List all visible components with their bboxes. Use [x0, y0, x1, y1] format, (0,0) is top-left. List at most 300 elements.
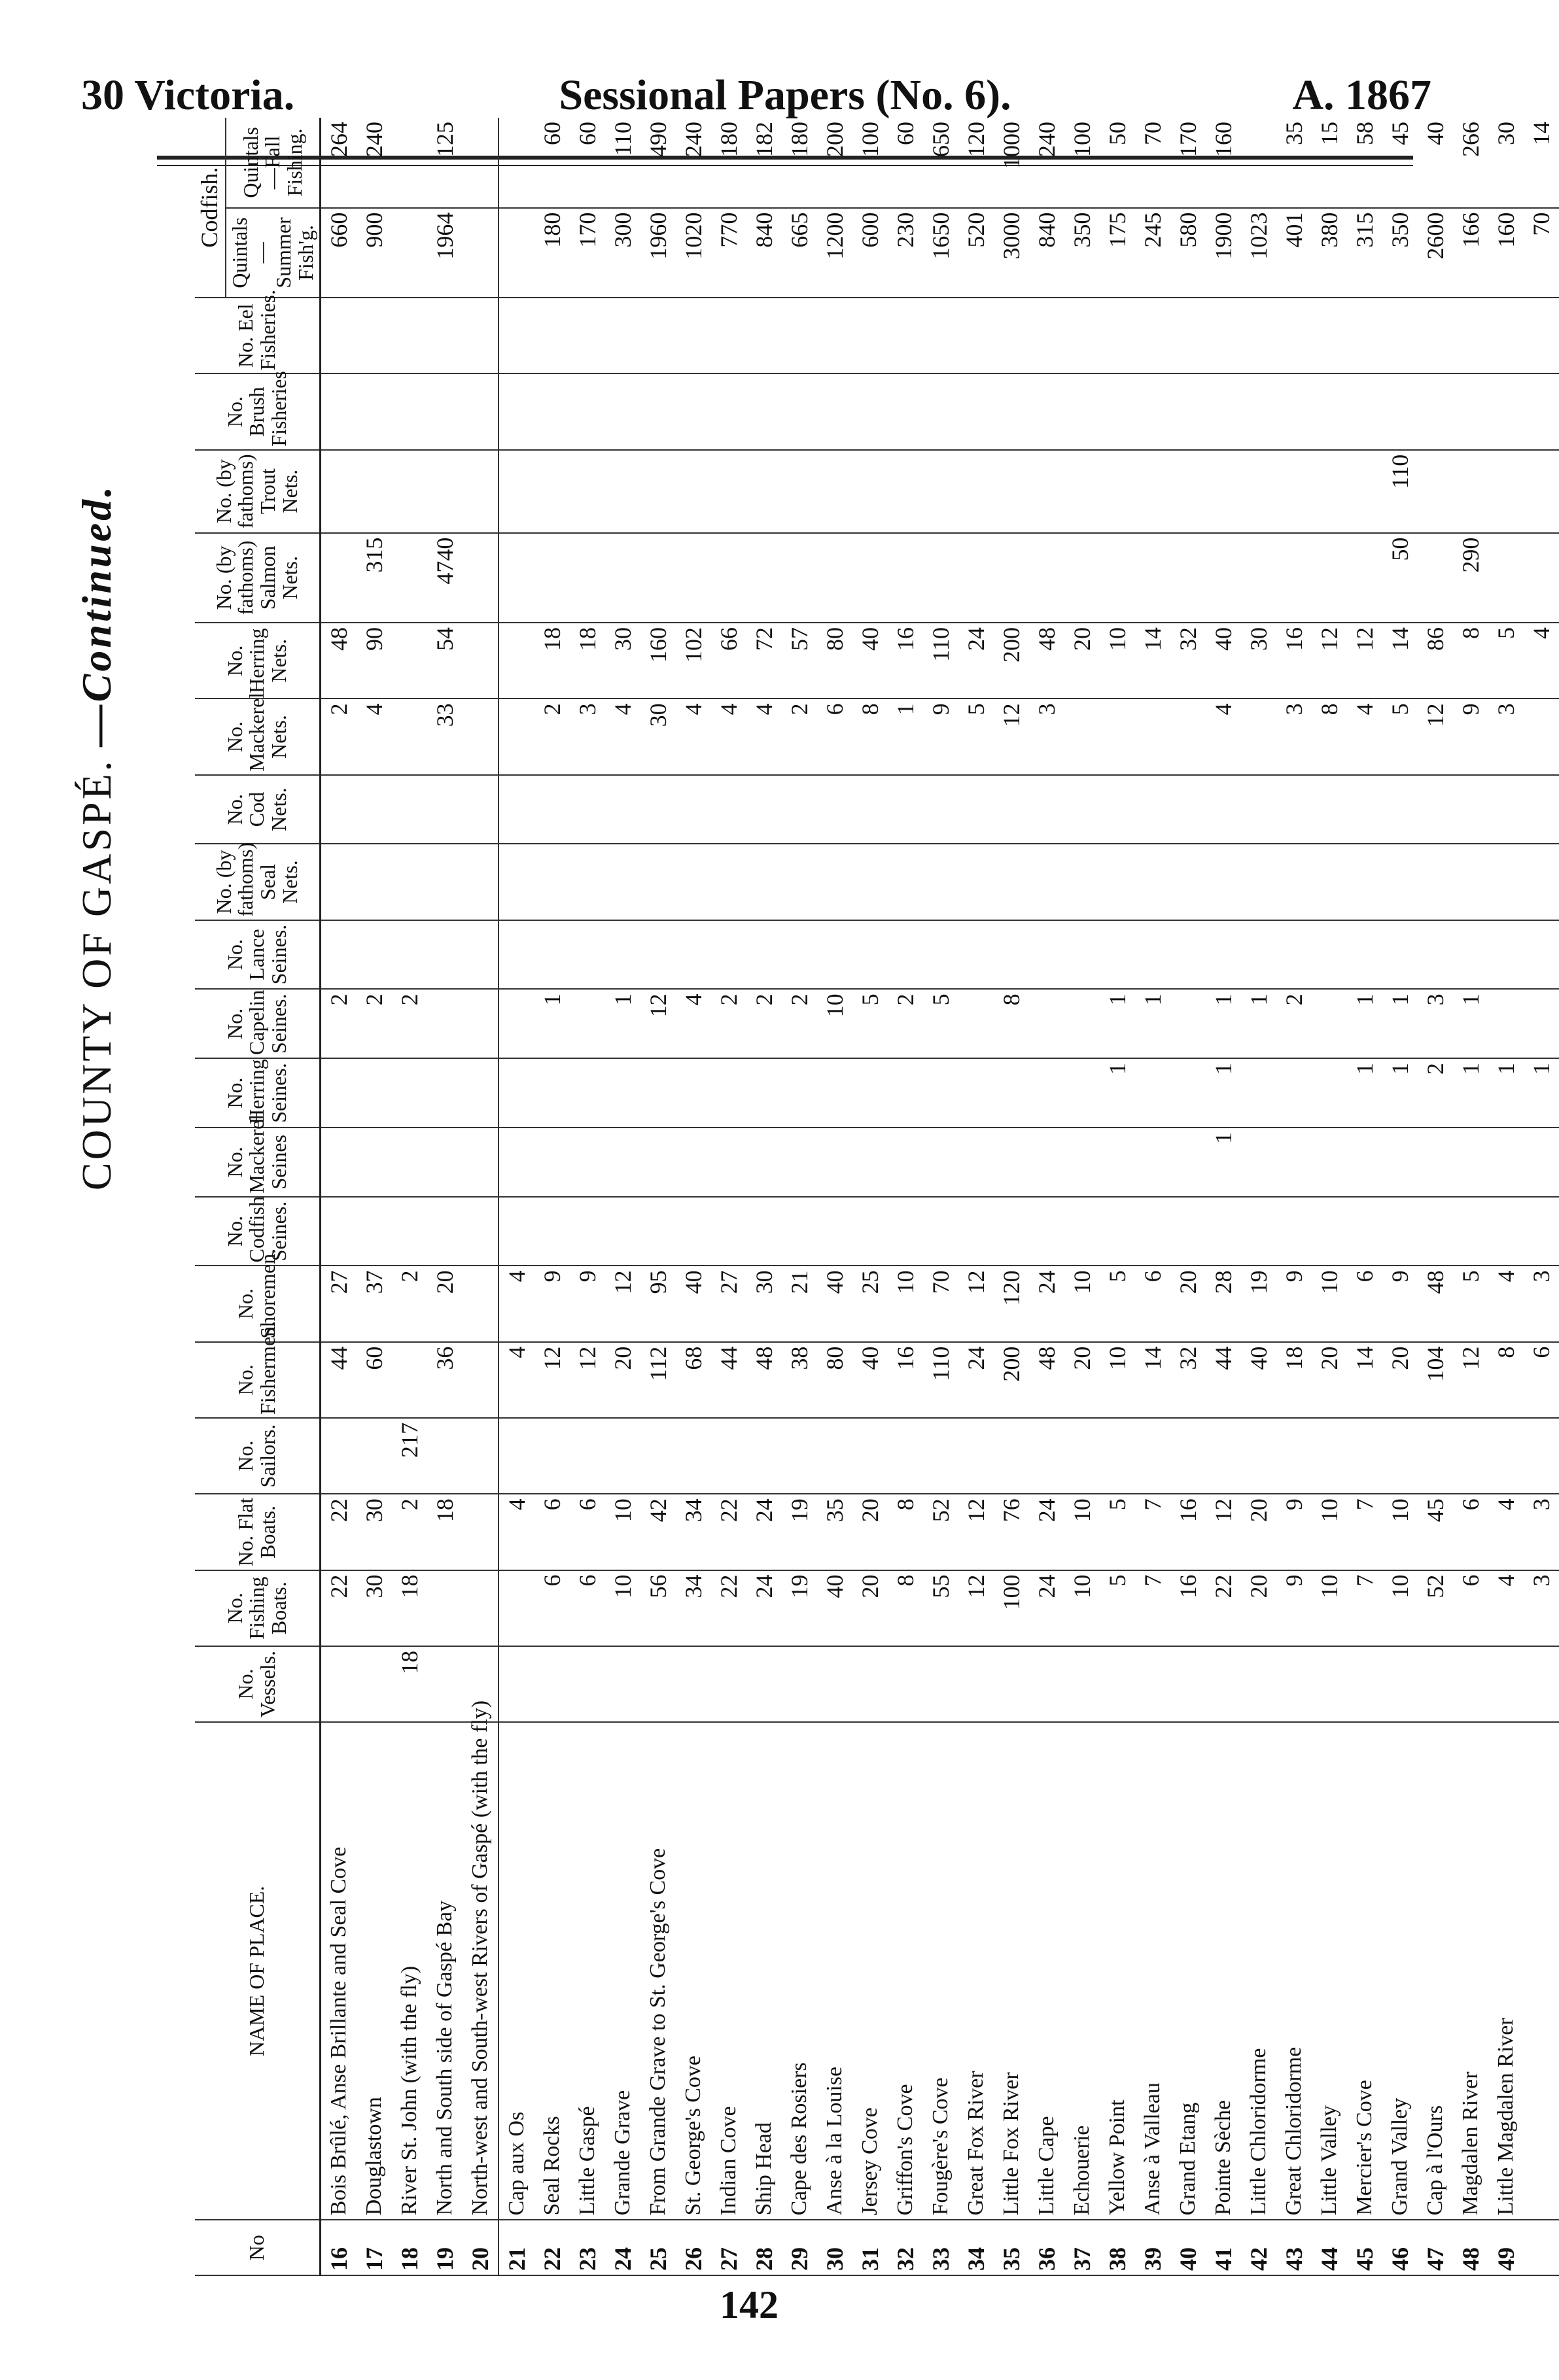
cell-value: 68	[676, 1342, 711, 1418]
cell-value: 10	[1312, 1266, 1347, 1341]
cell-value	[746, 775, 782, 844]
cell-value: 6	[570, 1494, 605, 1570]
cell-value	[1276, 920, 1312, 990]
cell-value	[958, 1197, 994, 1266]
cell-value	[746, 1058, 782, 1128]
cell-value: 48	[1029, 623, 1064, 698]
cell-value	[1312, 844, 1347, 920]
cell-value: 240	[1029, 118, 1064, 208]
row-number: 23	[570, 2220, 605, 2275]
cell-value: 4	[746, 698, 782, 774]
table-row	[888, 118, 923, 2275]
cell-value: 45	[1382, 118, 1418, 208]
cell-value	[888, 533, 923, 623]
table-row	[1312, 118, 1347, 2275]
cell-value	[1241, 118, 1276, 208]
cell-value	[605, 373, 640, 449]
cell-value	[1170, 1646, 1206, 1722]
cell-value: 8	[888, 1494, 923, 1570]
cell-value	[357, 844, 392, 920]
cell-value	[1064, 844, 1100, 920]
cell-value	[463, 1197, 499, 1266]
cell-value: 4	[1206, 698, 1241, 774]
cell-value: 32	[1170, 623, 1206, 698]
column-header: No. Flat Boats.	[195, 1494, 321, 1570]
cell-value: 20	[1170, 1266, 1206, 1341]
cell-value	[534, 1646, 570, 1722]
cell-value: 9	[923, 698, 958, 774]
cell-value	[1488, 775, 1524, 844]
table-row	[1453, 118, 1488, 2275]
cell-value	[1382, 775, 1418, 844]
cell-value: 10	[1100, 1342, 1135, 1418]
place-name: Fougère's Cove	[923, 1722, 958, 2220]
cell-value: 18	[570, 623, 605, 698]
cell-value: 350	[1382, 208, 1418, 298]
cell-value	[1135, 844, 1170, 920]
row-number: 19	[427, 2220, 463, 2275]
county-title-continued: —Continued.	[73, 483, 120, 747]
cell-value	[711, 844, 746, 920]
cell-value: 10	[888, 1266, 923, 1341]
cell-value	[1241, 298, 1276, 373]
cell-value	[888, 373, 923, 449]
cell-value: 1	[1382, 989, 1418, 1058]
cell-value	[1206, 1646, 1241, 1722]
cell-value: 9	[1382, 1266, 1418, 1341]
cell-value	[782, 373, 817, 449]
cell-value	[605, 533, 640, 623]
table-row	[499, 118, 534, 2275]
cell-value: 2	[392, 1494, 427, 1570]
cell-value	[570, 989, 605, 1058]
cell-value	[1453, 1197, 1488, 1266]
cell-value	[1453, 844, 1488, 920]
cell-value: 24	[958, 623, 994, 698]
place-name: Echouerie	[1064, 1722, 1100, 2220]
cell-value	[1453, 450, 1488, 533]
cell-value	[1453, 775, 1488, 844]
cell-value: 4	[1488, 1266, 1524, 1341]
cell-value	[1382, 373, 1418, 449]
cell-value	[499, 1197, 534, 1266]
cell-value	[1064, 1128, 1100, 1197]
cell-value	[1347, 844, 1382, 920]
cell-value: 24	[958, 1342, 994, 1418]
cell-value	[923, 298, 958, 373]
cell-value	[711, 450, 746, 533]
cell-value	[1347, 533, 1382, 623]
place-name: Bois Brûlé, Anse Brillante and Seal Cove	[321, 1722, 357, 2220]
column-header: No. Brush Fisheries	[195, 373, 321, 449]
cell-value	[1241, 533, 1276, 623]
cell-value: 21	[782, 1266, 817, 1341]
cell-value	[1135, 450, 1170, 533]
cell-value	[427, 844, 463, 920]
cell-value	[534, 298, 570, 373]
table-row	[321, 118, 357, 2275]
cell-value	[1100, 1197, 1135, 1266]
cell-value	[463, 533, 499, 623]
cell-value: 12	[570, 1342, 605, 1418]
row-number: 37	[1064, 2220, 1100, 2275]
cell-value	[534, 920, 570, 990]
cell-value	[463, 844, 499, 920]
cell-value: 2	[321, 989, 357, 1058]
cell-value: 58	[1347, 118, 1382, 208]
column-header: Quintals—Fall Fishing.	[226, 118, 321, 208]
cell-value	[570, 775, 605, 844]
table-row	[782, 118, 817, 2275]
cell-value	[711, 1058, 746, 1128]
cell-value	[1100, 1418, 1135, 1494]
place-name: Little Valley	[1312, 1722, 1347, 2220]
cell-value: 4	[1488, 1570, 1524, 1646]
cell-value: 5	[958, 698, 994, 774]
cell-value: 86	[1418, 623, 1453, 698]
cell-value	[1312, 373, 1347, 449]
cell-value	[392, 698, 427, 774]
place-name: Anse à Valleau	[1135, 1722, 1170, 2220]
cell-value	[640, 298, 676, 373]
row-number: 38	[1100, 2220, 1135, 2275]
cell-value	[1488, 1646, 1524, 1722]
cell-value	[888, 1646, 923, 1722]
cell-value	[534, 373, 570, 449]
cell-value	[1488, 533, 1524, 623]
cell-value: 30	[357, 1494, 392, 1570]
cell-value	[1347, 373, 1382, 449]
cell-value	[923, 920, 958, 990]
cell-value	[321, 1058, 357, 1128]
cell-value	[676, 920, 711, 990]
column-header: No. Capelin Seines.	[195, 989, 321, 1058]
cell-value	[570, 1058, 605, 1128]
cell-value: 4	[1488, 1494, 1524, 1570]
row-number: 41	[1206, 2220, 1241, 2275]
cell-value	[1241, 775, 1276, 844]
cell-value	[852, 920, 888, 990]
cell-value	[427, 1646, 463, 1722]
cell-value: 6	[1453, 1570, 1488, 1646]
cell-value	[357, 775, 392, 844]
cell-value: 1023	[1241, 208, 1276, 298]
cell-value	[1382, 920, 1418, 990]
table-row	[923, 118, 958, 2275]
place-name: Seal Rocks	[534, 1722, 570, 2220]
cell-value	[1453, 1128, 1488, 1197]
cell-value	[1241, 1646, 1276, 1722]
cell-value	[1100, 1128, 1135, 1197]
cell-value: 9	[570, 1266, 605, 1341]
cell-value: 315	[1347, 208, 1382, 298]
cell-value: 6	[1453, 1494, 1488, 1570]
cell-value	[1347, 1418, 1382, 1494]
cell-value: 10	[1382, 1570, 1418, 1646]
cell-value: 28	[1206, 1266, 1241, 1341]
cell-value	[1029, 844, 1064, 920]
column-header: No. Lance Seines.	[195, 920, 321, 990]
cell-value: 18	[392, 1646, 427, 1722]
cell-value	[711, 1646, 746, 1722]
cell-value	[321, 920, 357, 990]
cell-value: 12	[640, 989, 676, 1058]
cell-value: 5	[1100, 1266, 1135, 1341]
cell-value	[1100, 844, 1135, 920]
cell-value	[605, 775, 640, 844]
table-row	[1135, 118, 1170, 2275]
cell-value	[1170, 920, 1206, 990]
cell-value	[923, 1197, 958, 1266]
cell-value	[534, 533, 570, 623]
cell-value	[1488, 373, 1524, 449]
cell-value: 1960	[640, 208, 676, 298]
cell-value: 36	[427, 1342, 463, 1418]
cell-value	[1135, 1418, 1170, 1494]
cell-value: 2	[782, 989, 817, 1058]
cell-value	[321, 844, 357, 920]
cell-value	[499, 450, 534, 533]
cell-value: 56	[640, 1570, 676, 1646]
place-name: Little Gaspé	[570, 1722, 605, 2220]
cell-value	[1488, 450, 1524, 533]
cell-value	[1100, 373, 1135, 449]
row-number: 45	[1347, 2220, 1382, 2275]
cell-value	[711, 533, 746, 623]
cell-value: 4	[1524, 623, 1559, 698]
cell-value	[676, 450, 711, 533]
cell-value	[1524, 1197, 1559, 1266]
cell-value	[1488, 298, 1524, 373]
cell-value	[711, 920, 746, 990]
cell-value	[1029, 450, 1064, 533]
cell-value	[852, 844, 888, 920]
cell-value	[534, 775, 570, 844]
cell-value	[711, 298, 746, 373]
cell-value	[392, 1342, 427, 1418]
cell-value	[1524, 373, 1559, 449]
cell-value: 8	[888, 1570, 923, 1646]
cell-value	[1135, 1197, 1170, 1266]
cell-value: 1650	[923, 208, 958, 298]
cell-value: 4	[357, 698, 392, 774]
table-body	[321, 118, 1559, 2275]
cell-value: 100	[1064, 118, 1100, 208]
table-row	[357, 118, 392, 2275]
cell-value: 315	[357, 533, 392, 623]
cell-value: 6	[1524, 1342, 1559, 1418]
cell-value	[852, 1128, 888, 1197]
cell-value: 40	[1206, 623, 1241, 698]
cell-value: 160	[640, 623, 676, 698]
cell-value	[888, 1197, 923, 1266]
cell-value: 170	[570, 208, 605, 298]
cell-value	[1170, 298, 1206, 373]
cell-value	[817, 533, 852, 623]
cell-value	[1312, 1058, 1347, 1128]
place-name: Great Chloridorme	[1276, 1722, 1312, 2220]
cell-value	[1276, 1197, 1312, 1266]
cell-value: 120	[958, 118, 994, 208]
cell-value: 27	[321, 1266, 357, 1341]
cell-value: 200	[817, 118, 852, 208]
cell-value	[888, 1128, 923, 1197]
cell-value	[1029, 533, 1064, 623]
cell-value: 90	[357, 623, 392, 698]
cell-value: 650	[923, 118, 958, 208]
cell-value: 175	[1100, 208, 1135, 298]
cell-value	[463, 623, 499, 698]
cell-value	[463, 208, 499, 298]
cell-value	[1241, 373, 1276, 449]
cell-value	[1312, 920, 1347, 990]
cell-value	[427, 1128, 463, 1197]
cell-value: 20	[605, 1342, 640, 1418]
cell-value	[923, 533, 958, 623]
cell-value	[676, 1058, 711, 1128]
place-name: Douglastown	[357, 1722, 392, 2220]
cell-value: 1	[534, 989, 570, 1058]
place-name: Ship Head	[746, 1722, 782, 2220]
cell-value	[463, 920, 499, 990]
row-number: 30	[817, 2220, 852, 2275]
cell-value	[570, 533, 605, 623]
cell-value	[994, 1646, 1029, 1722]
cell-value	[1312, 1197, 1347, 1266]
cell-value	[958, 1128, 994, 1197]
cell-value	[1488, 1128, 1524, 1197]
cell-value	[392, 920, 427, 990]
cell-value: 57	[782, 623, 817, 698]
cell-value	[852, 373, 888, 449]
cell-value	[427, 450, 463, 533]
cell-value: 520	[958, 208, 994, 298]
cell-value	[1524, 844, 1559, 920]
cell-value	[321, 298, 357, 373]
cell-value	[1029, 1646, 1064, 1722]
column-header: No. Shoremen.	[195, 1266, 321, 1341]
cell-value	[463, 118, 499, 208]
cell-value	[1276, 450, 1312, 533]
cell-value: 10	[1064, 1494, 1100, 1570]
cell-value	[1206, 298, 1241, 373]
cell-value	[817, 1128, 852, 1197]
cell-value	[1135, 533, 1170, 623]
cell-value: 3	[1029, 698, 1064, 774]
cell-value	[605, 1128, 640, 1197]
cell-value	[640, 1646, 676, 1722]
table-row	[1276, 118, 1312, 2275]
cell-value: 840	[1029, 208, 1064, 298]
cell-value	[817, 1418, 852, 1494]
cell-value	[640, 1418, 676, 1494]
cell-value	[605, 1646, 640, 1722]
cell-value	[499, 989, 534, 1058]
cell-value: 30	[605, 623, 640, 698]
cell-value	[994, 1197, 1029, 1266]
cell-value	[499, 698, 534, 774]
row-number: 36	[1029, 2220, 1064, 2275]
place-name: Anse à la Louise	[817, 1722, 852, 2220]
cell-value	[888, 298, 923, 373]
cell-value	[392, 373, 427, 449]
table-row	[817, 118, 852, 2275]
cell-value	[817, 844, 852, 920]
table-row	[534, 118, 570, 2275]
cell-value	[392, 1058, 427, 1128]
place-name: North and South side of Gaspé Bay	[427, 1722, 463, 2220]
cell-value	[1347, 1646, 1382, 1722]
cell-value: 200	[994, 623, 1029, 698]
cell-value	[1312, 298, 1347, 373]
row-number	[1524, 2220, 1559, 2275]
cell-value	[499, 1570, 534, 1646]
cell-value: 290	[1453, 533, 1488, 623]
cell-value: 14	[1135, 1342, 1170, 1418]
cell-value: 266	[1453, 118, 1488, 208]
cell-value	[994, 1128, 1029, 1197]
cell-value: 8	[1453, 623, 1488, 698]
row-number: 26	[676, 2220, 711, 2275]
row-number: 22	[534, 2220, 570, 2275]
cell-value	[463, 1058, 499, 1128]
cell-value	[782, 1058, 817, 1128]
cell-value	[1206, 1418, 1241, 1494]
cell-value	[1276, 844, 1312, 920]
cell-value: 10	[1312, 1570, 1347, 1646]
cell-value: 1	[1347, 1058, 1382, 1128]
cell-value	[357, 373, 392, 449]
cell-value: 1	[1135, 989, 1170, 1058]
cell-value	[1276, 533, 1312, 623]
cell-value: 10	[605, 1494, 640, 1570]
cell-value	[852, 298, 888, 373]
cell-value: 24	[1029, 1266, 1064, 1341]
cell-value	[357, 1197, 392, 1266]
cell-value	[1206, 450, 1241, 533]
cell-value: 16	[1170, 1570, 1206, 1646]
cell-value: 580	[1170, 208, 1206, 298]
cell-value: 300	[605, 208, 640, 298]
cell-value	[427, 1197, 463, 1266]
cell-value	[463, 698, 499, 774]
cell-value	[499, 118, 534, 208]
cell-value: 180	[534, 208, 570, 298]
cell-value	[888, 1058, 923, 1128]
table-row	[1418, 118, 1453, 2275]
cell-value	[1100, 920, 1135, 990]
cell-value	[711, 775, 746, 844]
cell-value: 180	[782, 118, 817, 208]
cell-value: 60	[570, 118, 605, 208]
fisheries-table	[195, 118, 1559, 2276]
cell-value	[1418, 920, 1453, 990]
cell-value	[923, 844, 958, 920]
column-header: No. Codfish Seines.	[195, 1197, 321, 1266]
cell-value: 102	[676, 623, 711, 698]
cell-value: 19	[782, 1570, 817, 1646]
cell-value: 1	[888, 698, 923, 774]
cell-value	[1100, 298, 1135, 373]
table-row	[1206, 118, 1241, 2275]
cell-value	[321, 533, 357, 623]
cell-value	[1170, 533, 1206, 623]
cell-value: 34	[676, 1570, 711, 1646]
cell-value	[1347, 1128, 1382, 1197]
place-name	[1524, 1722, 1559, 2220]
cell-value: 350	[1064, 208, 1100, 298]
cell-value	[640, 844, 676, 920]
